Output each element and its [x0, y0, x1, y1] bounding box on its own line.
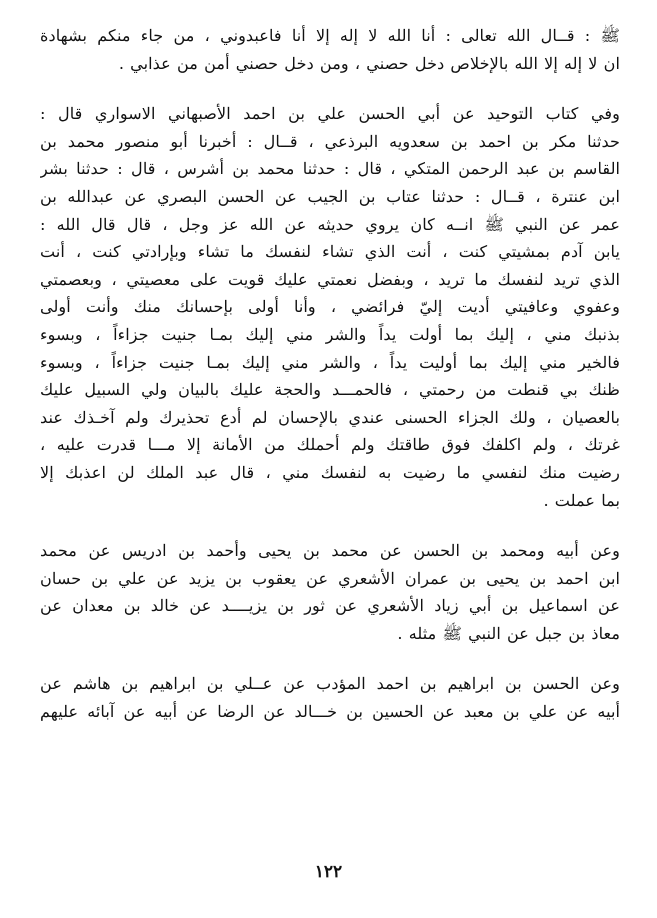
text-line: أبيه عن علي بن معبد عن الحسين بن خـــالد عن الرضا عن أبيه عن آبائه عليهم	[40, 702, 620, 722]
text-line: وعن أبيه ومحمد بن الحسن عن محمد بن يحيى وأحمد بن ادريس عن محمد	[40, 541, 620, 561]
text-line: ابن عنترة ، قــال : حدثنا عتاب بن الجيب عن الحسن البصري عن عبدالله بن	[40, 186, 620, 206]
text-line: معاذ بن جبل عن النبي ﷺ مثله .	[397, 623, 620, 643]
text-line: رضيت منك لنفسي ما رضيت به لنفسك مني ، قال عبد الملك لن اعذبك إلا	[40, 462, 620, 482]
document-page	[40, 22, 620, 902]
text-line: عمر عن النبي ﷺ انــه كان يروي حديثه عن الله عز وجل ، قال قال الله :	[40, 214, 620, 234]
text-line: بالعصيان ، ولك الجزاء الحسنى عندي بالإحسان لم أدع تحذيرك ولم آخـذك عند	[40, 407, 620, 427]
text-line: بذنبك مني ، إليك بما أولت يداً والشر مني إليك بمـا جنيت جزاءاً ، وبسوء	[40, 324, 620, 344]
text-line: بما عملت .	[543, 490, 620, 510]
paragraph-2	[40, 100, 620, 514]
text-line: ظنك بي قنطت من رحمتي ، فالحمـــد والحجة عليك بالبيان ولي السبيل عليك	[40, 380, 620, 400]
text-line: وعن الحسن بن ابراهيم بن احمد المؤدب عن عــلي بن ابراهيم بن هاشم عن	[40, 674, 620, 694]
paragraph-1	[40, 22, 620, 77]
text-line: وفي كتاب التوحيد عن أبي الحسن علي بن احمد الأصبهاني الاسواري قال :	[40, 104, 620, 124]
text-line: فالخير مني إليك بما أوليت يداً ، والشر مني إليك بمـا جنيت جزاءاً ، وبسوء	[40, 352, 620, 372]
text-line: عن اسماعيل بن أبي زياد الأشعري عن ثور بن يزيــــد عن خالد بن معدان عن	[40, 596, 620, 616]
text-line: يابن آدم بمشيتي كنت ، أنت الذي تشاء لنفسك ما تشاء وبإرادتي كنت ، أنت	[40, 242, 620, 262]
text-line: القاسم بن عبد الرحمن المتكي ، قال : حدثنا محمد بن أشرس ، قال : حدثنا بشر	[40, 159, 620, 179]
page-number: ١٢٢	[314, 862, 343, 882]
paragraph-gap	[40, 77, 620, 100]
text-line: حدثنا مكر بن احمد بن سعدويه البرذعي ، قــال : أخبرنا أبو منصور محمد بن	[40, 131, 620, 151]
text-line: وعفوي وعافيتي أديت إليّ فرائضي ، وأنا أولى بإحسانك منك وأنت أولى	[40, 297, 620, 317]
text-line: الذي تريد لنفسك ما تريد ، وبفضل نعمتي عليك قويت على معصيتي ، وبعصمتي	[40, 269, 620, 289]
text-line: غرتك ، ولم اكلفك فوق طاقتك ولم أحملك من الأمانة إلا مـــا قدرت عليه ،	[40, 435, 620, 455]
paragraph-gap	[40, 514, 620, 537]
paragraph-4	[40, 670, 620, 725]
text-line: ان لا إله إلا الله بالإخلاص دخل حصني ، ومن دخل حصني أمن من عذابي .	[118, 53, 620, 73]
text-line: ﷺ : قــال الله تعالى : أنا الله لا إله إلا أنا فاعبدوني ، من جاء منكم بشهادة	[40, 26, 620, 45]
paragraph-3	[40, 537, 620, 647]
paragraph-gap	[40, 647, 620, 670]
text-line: ابن احمد بن يحيى بن عمران الأشعري عن يعقوب بن يزيد عن علي بن حسان	[40, 568, 620, 588]
